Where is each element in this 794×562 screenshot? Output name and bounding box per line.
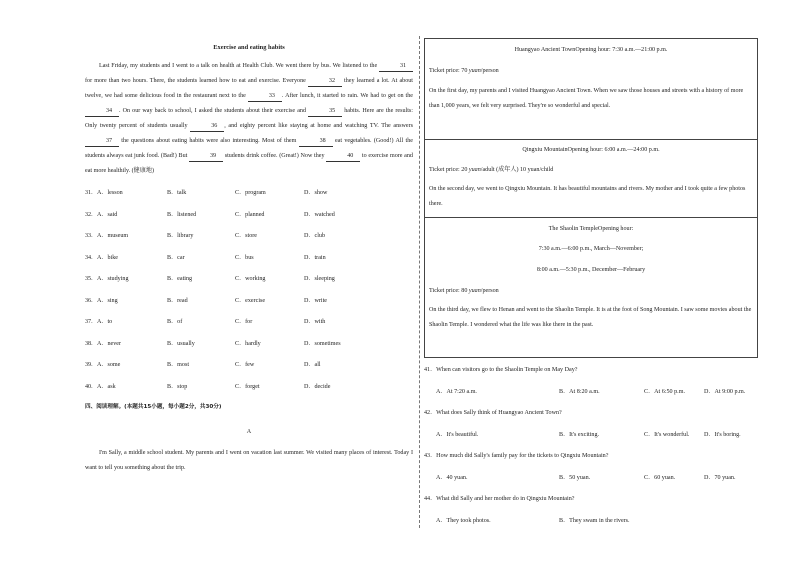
option-d: D．show [304, 190, 328, 197]
option-d: D．70 yuan. [704, 474, 736, 481]
cloze-option-row [85, 226, 413, 248]
cloze-options [85, 183, 413, 398]
option-a: A．bike [97, 254, 118, 261]
blank-33: 33 [248, 92, 282, 102]
blank-31: 31 [379, 62, 413, 72]
question-number: 35. [85, 276, 93, 283]
box-hours-line: 8:00 a.m.—5:30 p.m., December—February [536, 267, 646, 273]
price-label: Ticket price: 70 [429, 68, 469, 74]
passage-title: Exercise and eating habits [213, 44, 285, 51]
option-c: C．planned [235, 211, 265, 218]
box-text: On the third day, we flew to Henan and went to the Shaolin Temple. It is at the foot of Song Mountain. I saw some movies about the Shaolin Temple. I wondered what the life was like there in the past. [429, 307, 752, 328]
cloze-option-row [85, 205, 413, 227]
question-number: 31. [85, 190, 93, 197]
option-d: D．all [304, 362, 321, 369]
option-a: A．They took photos. [436, 517, 491, 524]
blank-35: 35 [308, 107, 342, 117]
info-box-huangyao [424, 38, 758, 139]
passage-text: Last Friday, my students and I went to a talk on health at Health Club. We went there by bus. We listened to the [99, 63, 379, 69]
option-c: C．bus [235, 254, 254, 261]
option-a: A．never [97, 340, 122, 347]
blank-36: 36 [190, 122, 224, 132]
option-b: B．car [167, 254, 185, 261]
cloze-option-row [85, 248, 413, 270]
price-unit: yuan [468, 288, 481, 294]
box-heading: Qingxiu MountainOpening hour: 6:00 a.m.—24:00 p.m. [522, 147, 660, 153]
ticket-price [429, 281, 753, 301]
option-b: B．50 yuan. [559, 474, 591, 481]
box-heading: The Shaolin TempleOpening hour: [548, 226, 634, 232]
option-a: A．ask [97, 383, 116, 390]
question-number: 40. [85, 383, 93, 390]
option-c: C．exercise [235, 297, 266, 304]
passage-text: habits. Here are the results: Only twenty percent of students usually [85, 108, 413, 129]
option-c: C．program [235, 190, 266, 197]
option-b: B．It's exciting. [559, 431, 600, 438]
price-unit: yuan [468, 68, 481, 74]
option-d: D．train [304, 254, 326, 261]
option-a: A．said [97, 211, 118, 218]
question-number: 33. [85, 233, 93, 240]
option-c: C．60 yuan. [644, 474, 676, 481]
ticket-price [429, 160, 753, 180]
blank-39: 39 [189, 152, 223, 162]
cloze-option-row [85, 183, 413, 205]
option-d: D．with [304, 319, 326, 326]
info-box-shaolin [424, 217, 758, 358]
question-number: 39. [85, 362, 93, 369]
question-options [424, 511, 758, 533]
passage-text: students drink coffee. (Great!) Now they [223, 153, 327, 159]
reading-intro: I'm Sally, a middle school student. My parents and I went on vacation last summer. We visited many places of interest. Today I want to tell you something about the trip. [85, 450, 413, 471]
reading-questions [424, 360, 758, 532]
passage-letter: A [246, 429, 252, 435]
option-a: A．to [97, 319, 113, 326]
cloze-option-row [85, 355, 413, 377]
box-hours-line: 7:30 a.m.—6:00 p.m., March—November; [538, 246, 644, 252]
box-text: On the second day, we went to Qingxiu Mountain. It has beautiful mountains and rivers. My mother and I took quite a few photos there. [429, 186, 746, 207]
option-b: B．library [167, 233, 194, 240]
option-a: A．40 yuan. [436, 474, 468, 481]
blank-32: 32 [308, 77, 342, 87]
column-divider [419, 36, 420, 528]
passage-text: , and eighty percent like staying at home and watching TV. The answers [224, 123, 414, 129]
price-label: Ticket price: 20 [429, 167, 469, 173]
question-number: 37. [85, 319, 93, 326]
box-text: On the first day, my parents and I visited Huangyao Ancient Town. When we saw those houses and streets with a history of more than 1,000 years, we felt very surprised. They're so wonderful and special. [429, 88, 744, 109]
question-number: 34. [85, 254, 93, 261]
option-b: B．At 8:20 a.m. [559, 388, 600, 395]
option-d: D．sometimes [304, 340, 341, 347]
passage-text: eat vegetables. (Good!) All the students always eat junk food. (Bad!) But [85, 138, 413, 159]
price-label: Ticket price: 80 [429, 288, 469, 294]
question-number: 36. [85, 297, 93, 304]
passage-text: . After lunch, it started to rain. We had to get on the [281, 93, 413, 99]
left-column [85, 40, 413, 476]
option-a: A．studying [97, 276, 129, 283]
blank-38: 38 [299, 137, 333, 147]
passage-text: for more than two hours. There, the students learned how to eat and exercise. Everyone [85, 78, 308, 84]
info-box-qingxiu [424, 139, 758, 217]
option-a: A．some [97, 362, 121, 369]
option-d: D．At 9:00 p.m. [704, 388, 746, 395]
option-d: D．watched [304, 211, 335, 218]
option-c: C．for [235, 319, 253, 326]
option-b: B．usually [167, 340, 195, 347]
price-unit: yuan [468, 167, 481, 173]
option-d: D．decide [304, 383, 331, 390]
question-stem: 43．How much did Sally's family pay for the tickets to Qingxiu Mountain? [424, 453, 609, 459]
cloze-option-row [85, 291, 413, 313]
option-c: C．few [235, 362, 255, 369]
ticket-price [429, 61, 753, 81]
option-b: B．eating [167, 276, 193, 283]
option-c: C．store [235, 233, 258, 240]
option-a: A．At 7:20 a.m. [436, 388, 477, 395]
option-b: B．read [167, 297, 188, 304]
section-heading: 四、阅读理解。(本题共15小题，每小题2分，共30分) [85, 404, 222, 410]
cloze-option-row [85, 269, 413, 291]
passage-text: to exercise more and eat more healthily. (健康地) [85, 153, 413, 174]
option-d: D．It's boring. [704, 431, 741, 438]
option-b: B．They swam in the rivers. [559, 517, 630, 524]
info-boxes [424, 38, 758, 358]
price-rest: /adult (成年人) 10 yuan/child [480, 167, 554, 173]
blank-34: 34 [85, 107, 119, 117]
question-number: 38. [85, 340, 93, 347]
option-c: C．It's wonderful. [644, 431, 690, 438]
price-rest: /person [480, 288, 499, 294]
question-options [424, 468, 758, 490]
question-options [424, 382, 758, 404]
passage-text: the questions about eating habits were also interesting. Most of them [119, 138, 299, 144]
option-c: C．At 6:50 p.m. [644, 388, 685, 395]
option-a: A．museum [97, 233, 129, 240]
box-heading: Huangyao Ancient TownOpening hour: 7:30 a.m.—21:00 p.m. [514, 47, 668, 53]
option-a: A．It's beautiful. [436, 431, 479, 438]
cloze-option-row [85, 334, 413, 356]
option-c: C．hardly [235, 340, 261, 347]
question-stem: 44．What did Sally and her mother do in Qingxiu Mountain? [424, 496, 575, 502]
blank-37: 37 [85, 137, 119, 147]
question-options [424, 425, 758, 447]
cloze-passage [85, 59, 413, 179]
option-b: B．listened [167, 211, 197, 218]
option-d: D．write [304, 297, 328, 304]
passage-text: . On our way back to school, I asked the students about their exercise and [119, 108, 309, 114]
blank-40: 40 [326, 152, 360, 162]
cloze-option-row [85, 312, 413, 334]
cloze-option-row [85, 377, 413, 399]
price-rest: /person [480, 68, 499, 74]
option-a: A．sing [97, 297, 118, 304]
option-b: B．most [167, 362, 190, 369]
right-column [424, 38, 758, 532]
option-d: D．sleeping [304, 276, 335, 283]
question-number: 32. [85, 211, 93, 218]
option-b: B．stop [167, 383, 188, 390]
option-b: B．of [167, 319, 183, 326]
option-d: D．club [304, 233, 325, 240]
passage-text: they learned a lot. At about twelve, we had some delicious food in the restaurant next to the [85, 78, 413, 99]
option-c: C．forget [235, 383, 260, 390]
option-c: C．working [235, 276, 266, 283]
option-a: A．lesson [97, 190, 123, 197]
question-stem: 41．When can visitors go to the Shaolin Temple on May Day? [424, 367, 578, 373]
question-stem: 42．What does Sally think of Huangyao Ancient Town? [424, 410, 562, 416]
option-b: B．talk [167, 190, 187, 197]
